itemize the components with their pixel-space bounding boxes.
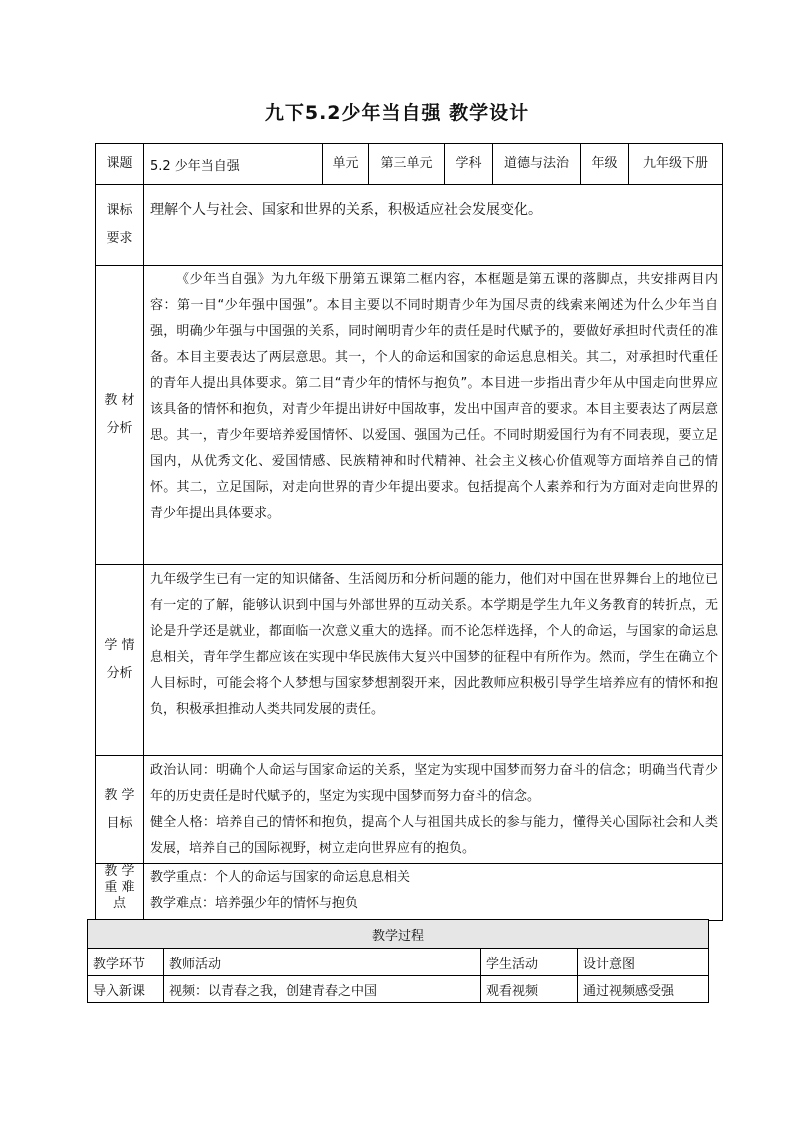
process-header: 教学过程 — [88, 920, 709, 949]
goals-row — [96, 756, 723, 864]
subject-label: 学科 — [445, 144, 493, 185]
goal-personality: 健全人格：培养自己的情怀和抱负，提高个人与祖国共成长的参与能力，懂得关心国际社会和人类发展，培养自己的国际视野，树立走向世界应有的抱负。 — [150, 815, 718, 856]
material-text: 《少年当自强》为九年级下册第五课第二框内容，本框题是第五课的落脚点，共安排两目内容：第一目“少年强中国强”。本目主要以不同时期青少年为国尽责的线索来阐述为什么少年当自强，明确少年强与中国强的关系，同时阐明青少年的责任是时代赋予的，要做好承担时代责任的准备。本目主要表达了两层意思。其一，个人的命运和国家的命运息息相关。其二，对承担时代重任的青年人提出具体要求。第二目“青少年的情怀与抱负”。本目进一步指出青少年从中国走向世界应该具备的情怀和抱负，对青少年提出讲好中国故事，发出中国声音的要求。本目主要表达了两层意思。其一，青少年要培养爱国情怀、以爱国、强国为己任。不同时期爱国行为有不同表现，要立足国内，从优秀文化、爱国情感、民族精神和时代精神、社会主义核心价值观等方面培养自己的情怀。其二，立足国际，对走向世界的青少年提出要求。包括提高个人素养和行为方面对走向世界的青少年提出具体要求。 — [150, 272, 718, 521]
goals-label-line2: 目标 — [106, 815, 133, 831]
standard-row — [96, 185, 723, 266]
subject-value: 道德与法治 — [493, 144, 581, 185]
column-stage: 教学环节 — [88, 949, 164, 976]
column-student: 学生活动 — [481, 949, 578, 976]
keypoints-row — [96, 864, 723, 921]
page-title: 九下5.2少年当自强 教学设计 — [264, 102, 530, 124]
student-row — [96, 565, 723, 756]
keypoints-label-line2: 重 难 — [104, 880, 135, 895]
topic-label: 课题 — [96, 144, 144, 185]
unit-label: 单元 — [323, 144, 369, 185]
grade-value: 九年级下册 — [629, 144, 723, 185]
standard-text: 理解个人与社会、国家和世界的关系，积极适应社会发展变化。 — [144, 185, 723, 266]
standard-label-line2: 要求 — [106, 231, 133, 246]
standard-label — [96, 185, 144, 266]
material-label-line2: 分析 — [106, 421, 133, 436]
row-intent: 通过视频感受强 — [578, 976, 709, 1003]
keypoints-cell — [144, 864, 723, 921]
goal-political: 政治认同：明确个人命运与国家命运的关系，坚定为实现中国梦而努力奋斗的信念；明确当代青少年的历史责任是时代赋予的，坚定为实现中国梦而努力奋斗的信念。 — [150, 763, 718, 804]
lesson-info-table — [95, 143, 723, 921]
column-teacher: 教师活动 — [164, 949, 481, 976]
difficult-point: 教学难点：培养强少年的情怀与抱负 — [150, 896, 359, 911]
keypoints-label-line1: 教 学 — [104, 864, 135, 879]
student-text: 九年级学生已有一定的知识储备、生活阅历和分析问题的能力，他们对中国在世界舞台上的地位已有一定的了解，能够认识到中国与外部世界的互动关系。本学期是学生九年义务教育的转折点，无论是升学还是就业，都面临一次意义重大的选择。而不论怎样选择，个人的命运，与国家的命运息息相关，青年学生都应该在实现中华民族伟大复兴中国梦的征程中有所作为。然而，学生在确立个人目标时，可能会将个人梦想与国家梦想割裂开来，因此教师应积极引导学生培养应有的情怀和抱负，积极承担推动人类共同发展的责任。 — [150, 572, 718, 717]
student-label-line1: 学 情 — [104, 638, 135, 653]
keypoints-label — [96, 864, 144, 921]
topic-value: 5.2 少年当自强 — [144, 144, 323, 185]
column-intent: 设计意图 — [578, 949, 709, 976]
goals-label-line1: 教 学 — [104, 787, 135, 803]
material-cell — [144, 266, 723, 565]
material-row — [96, 266, 723, 565]
student-label-line2: 分析 — [106, 666, 133, 681]
topic-row — [96, 144, 723, 185]
unit-value: 第三单元 — [369, 144, 445, 185]
material-label-line1: 教 材 — [104, 393, 135, 408]
table-row — [88, 976, 709, 1003]
row-student: 观看视频 — [481, 976, 578, 1003]
student-cell — [144, 565, 723, 756]
keypoints-label-line3: 点 — [112, 896, 126, 911]
goals-cell — [144, 756, 723, 864]
row-stage: 导入新课 — [88, 976, 164, 1003]
material-label — [96, 266, 144, 565]
row-teacher: 视频：以青春之我，创建青春之中国 — [164, 976, 481, 1003]
process-header-row — [88, 920, 709, 949]
key-point: 教学重点：个人的命运与国家的命运息息相关 — [150, 870, 411, 885]
process-columns-row — [88, 949, 709, 976]
grade-label: 年级 — [581, 144, 629, 185]
goals-label — [96, 756, 144, 864]
student-label — [96, 565, 144, 756]
teaching-process-table — [87, 919, 709, 1003]
standard-label-line1: 课标 — [106, 203, 133, 218]
